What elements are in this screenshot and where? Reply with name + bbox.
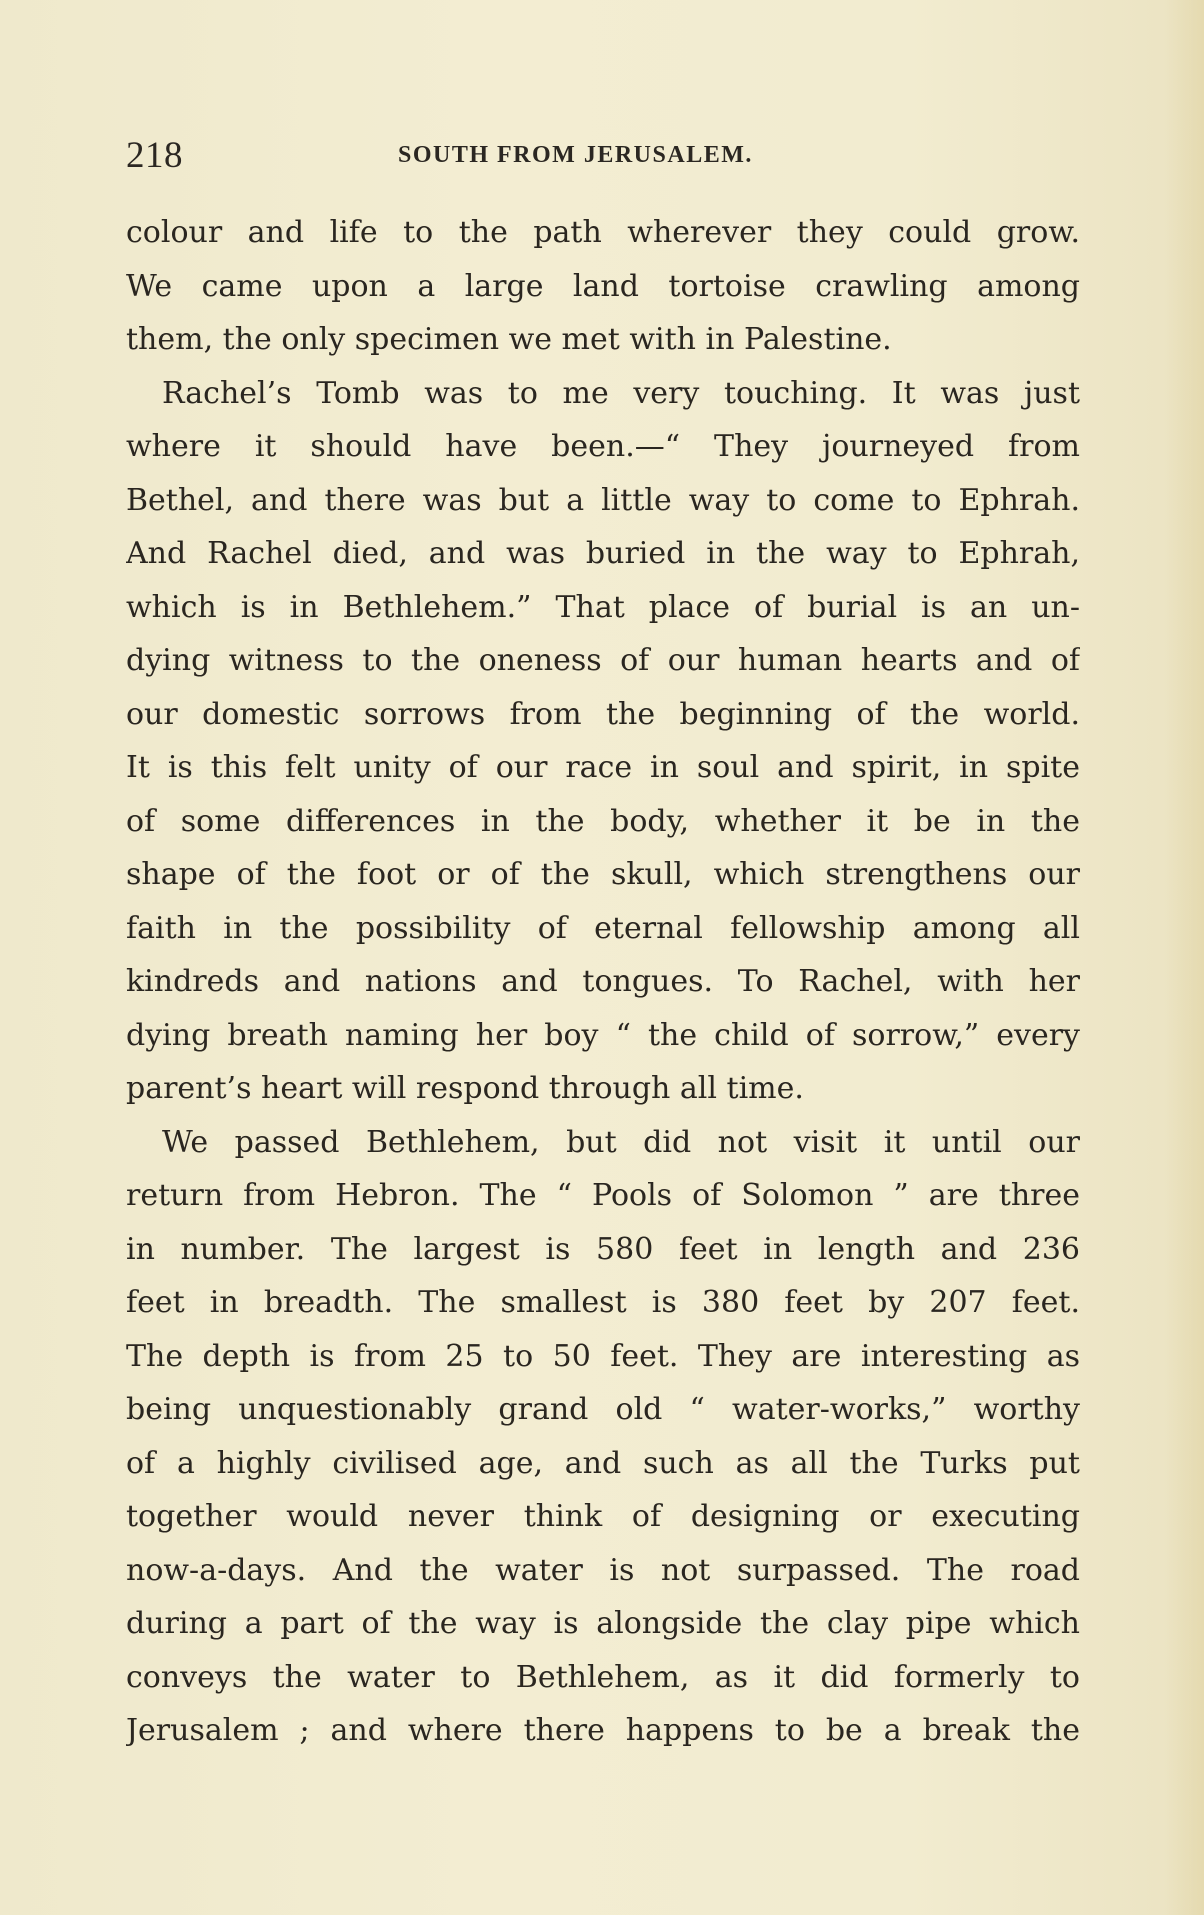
text-line: conveys the water to Bethlehem, as it did formerly to — [126, 1659, 1080, 1695]
page-number: 218 — [126, 135, 183, 176]
text-line: Rachel’s Tomb was to me very touching. It was just — [162, 375, 1080, 411]
text-line: feet in breadth. The smallest is 380 feet by 207 feet. — [126, 1285, 1080, 1320]
text-line: together would never think of designing or executing — [126, 1499, 1080, 1534]
text-line: Jerusalem ; and where there happens to be a break the — [126, 1713, 1080, 1748]
text-line: It is this felt unity of our race in soul and spirit, in spite — [126, 750, 1080, 785]
running-head — [126, 128, 1080, 184]
text-line: colour and life to the path wherever they could grow. — [126, 215, 1080, 250]
body-text — [126, 206, 1080, 1758]
text-line: shape of the foot or of the skull, which strengthens our — [126, 857, 1080, 892]
text-line: kindreds and nations and tongues. To Rachel, with her — [126, 964, 1080, 999]
text-line: We passed Bethlehem, but did not visit it until our — [162, 1124, 1080, 1160]
text-line: during a part of the way is alongside the clay pipe which — [126, 1606, 1080, 1641]
page-edge-shadow — [1164, 0, 1204, 1915]
text-line: our domestic sorrows from the beginning of the world. — [126, 696, 1080, 732]
text-line: of some differences in the body, whether it be in the — [126, 803, 1080, 839]
text-line: parent’s heart will respond through all time. — [126, 1071, 804, 1106]
text-line: being unquestionably grand old “ water-works,” worthy — [126, 1392, 1080, 1427]
text-line: return from Hebron. The “ Pools of Solomon ” are three — [126, 1178, 1080, 1213]
text-line: dying witness to the oneness of our human hearts and of — [126, 643, 1080, 678]
text-line: dying breath naming her boy “ the child of sorrow,” every — [126, 1017, 1080, 1053]
running-title: SOUTH FROM JERUSALEM. — [398, 142, 753, 168]
text-line: them, the only specimen we met with in Palestine. — [126, 322, 892, 357]
text-line: where it should have been.—“ They journeyed from — [126, 429, 1080, 464]
text-line: Bethel, and there was but a little way to come to Ephrah. — [126, 482, 1080, 518]
text-line: in number. The largest is 580 feet in length and 236 — [126, 1231, 1080, 1267]
text-line: which is in Bethlehem.” That place of burial is an un- — [126, 589, 1080, 625]
text-line: The depth is from 25 to 50 feet. They are interesting as — [126, 1338, 1080, 1374]
text-line: now-a-days. And the water is not surpassed. The road — [126, 1552, 1080, 1588]
text-line: of a highly civilised age, and such as all the Turks put — [126, 1445, 1080, 1481]
text-line: faith in the possibility of eternal fellowship among all — [126, 910, 1080, 946]
text-line: And Rachel died, and was buried in the way to Ephrah, — [126, 536, 1080, 571]
text-line: We came upon a large land tortoise crawling among — [126, 268, 1080, 304]
